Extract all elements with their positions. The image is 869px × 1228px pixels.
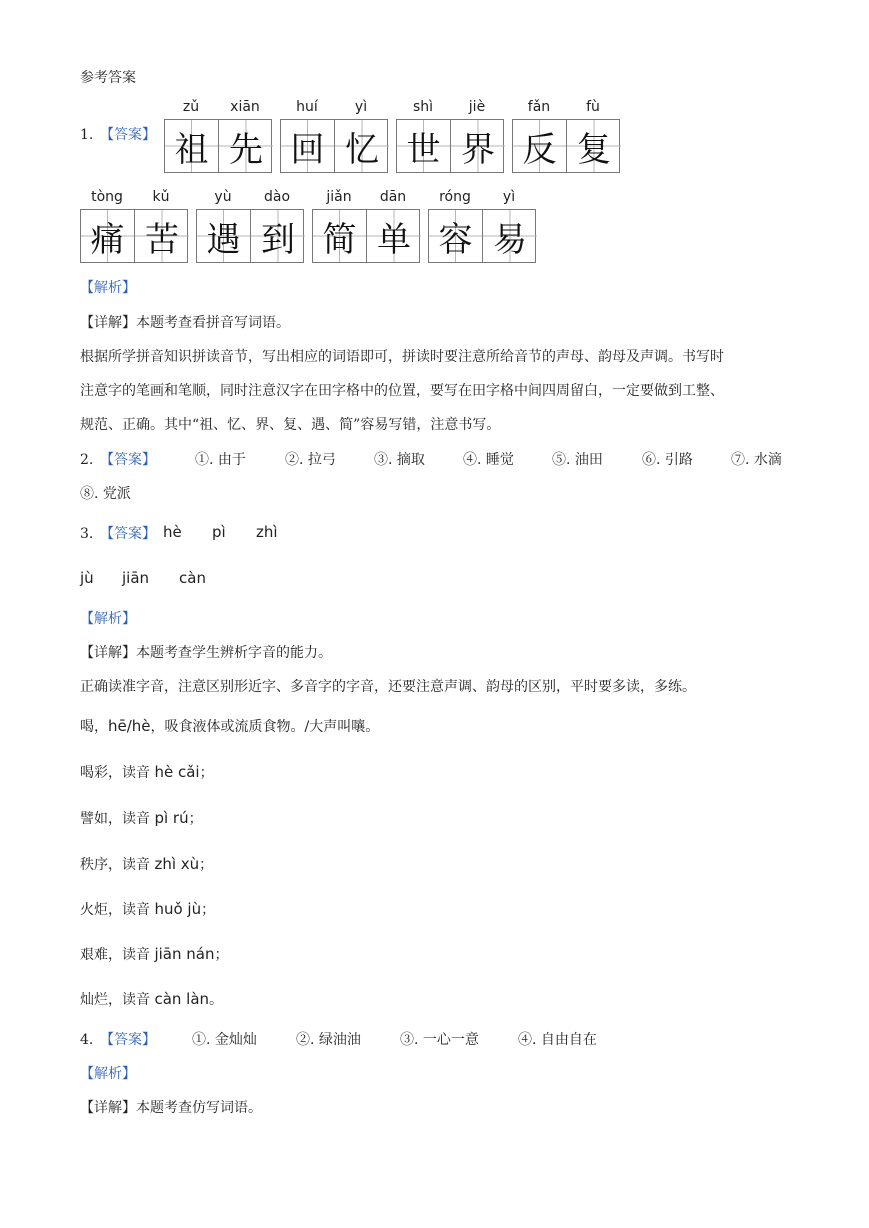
q3-he-pinyin: hē/hè — [108, 717, 151, 735]
pinyin-syllable: dào — [263, 189, 291, 205]
pinyin-syllable: shì — [412, 99, 434, 115]
reading-line — [80, 945, 228, 964]
pinyin-pair — [312, 189, 420, 209]
reading-pinyin: zhì xù — [154, 855, 200, 873]
q3-analysis-tag: 【解析】 — [80, 611, 136, 627]
q3-paragraph: 正确读准字音，注意区别形近字、多音字的字音，还要注意声调、韵母的区别，平时要多读，多练。 — [80, 679, 696, 695]
reading-line — [80, 855, 213, 874]
pinyin-syllable: jiè — [468, 99, 486, 115]
pinyin-pair — [396, 99, 504, 119]
tianzige-cell: 易 — [483, 210, 537, 262]
tianzige-cell: 遇 — [197, 210, 251, 262]
pinyin-pair — [196, 189, 304, 209]
q1-number: 1. — [80, 127, 94, 143]
q2-item-1: ①. 由于 — [195, 452, 246, 468]
reading-pinyin: jiān nán — [154, 945, 215, 963]
q4-item-3: ③. 一心一意 — [400, 1032, 479, 1048]
q3-answer-6: càn — [179, 569, 206, 587]
reading-punct: ； — [188, 811, 203, 827]
reading-punct: ； — [199, 765, 214, 781]
reading-pinyin: huǒ jù — [154, 900, 202, 918]
q2-item-2: ②. 拉弓 — [285, 452, 336, 468]
tianzige-cell: 痛 — [81, 210, 135, 262]
q4-analysis-tag: 【解析】 — [80, 1066, 136, 1082]
q2-answer-tag: 【答案】 — [100, 452, 156, 468]
pinyin-syllable: yì — [354, 99, 368, 115]
tianzige-cell: 容 — [429, 210, 483, 262]
q3-answer-2: pì — [212, 523, 226, 541]
reading-line — [80, 809, 203, 828]
pinyin-syllable: huí — [296, 99, 318, 115]
q1-detail: 【详解】本题考查看拼音写词语。 — [80, 315, 290, 331]
reading-word: 艰难，读音 — [80, 947, 155, 963]
reading-line — [80, 763, 214, 782]
reading-word: 火炬，读音 — [80, 902, 155, 918]
pinyin-syllable: yù — [214, 189, 232, 205]
q3-number: 3. — [80, 526, 94, 542]
reading-word: 喝彩，读音 — [80, 765, 155, 781]
tianzige-cell: 单 — [367, 210, 421, 262]
q4-item-1: ①. 金灿灿 — [192, 1032, 257, 1048]
q2-item-5: ⑤. 油田 — [552, 452, 603, 468]
tianzige-word-box — [312, 209, 420, 263]
q4-number: 4. — [80, 1032, 94, 1048]
q4-answer-tag: 【答案】 — [100, 1032, 156, 1048]
tianzige-word-box — [428, 209, 536, 263]
pinyin-syllable: xiān — [230, 99, 260, 115]
pinyin-syllable: fǎn — [527, 99, 551, 115]
tianzige-cell: 世 — [397, 120, 451, 172]
tianzige-cell: 反 — [513, 120, 567, 172]
q3-he-line — [80, 717, 379, 736]
pinyin-pair — [512, 99, 620, 119]
tianzige-cell: 祖 — [165, 120, 219, 172]
pinyin-syllable: kǔ — [152, 189, 170, 205]
pinyin-syllable: yì — [502, 189, 516, 205]
reading-word: 秩序，读音 — [80, 857, 155, 873]
pinyin-syllable: dān — [379, 189, 407, 205]
reading-punct: ； — [199, 857, 214, 873]
tianzige-cell: 先 — [219, 120, 273, 172]
tianzige-word-box — [280, 119, 388, 173]
reading-punct: 。 — [209, 992, 224, 1008]
pinyin-pair — [164, 99, 272, 119]
q2-item-6: ⑥. 引路 — [642, 452, 693, 468]
tianzige-word-box — [512, 119, 620, 173]
q3-answer-1: hè — [163, 523, 182, 541]
reading-pinyin: hè cǎi — [154, 763, 200, 781]
q1-paragraph-line-3: 规范、正确。其中“祖、忆、界、复、遇、简”容易写错，注意书写。 — [80, 417, 501, 433]
q3-detail: 【详解】本题考查学生辨析字音的能力。 — [80, 645, 332, 661]
tianzige-cell: 简 — [313, 210, 367, 262]
reading-line — [80, 990, 223, 1009]
q1-answer-tag: 【答案】 — [100, 127, 156, 143]
tianzige-cell: 复 — [567, 120, 621, 172]
pinyin-pair — [80, 189, 188, 209]
reading-line — [80, 900, 215, 919]
tianzige-word-box — [164, 119, 272, 173]
q3-answer-5: jiān — [122, 569, 150, 587]
q2-item-4: ④. 睡觉 — [463, 452, 514, 468]
tianzige-word-box — [80, 209, 188, 263]
page-title: 参考答案 — [80, 70, 136, 86]
q2-item-8: ⑧. 党派 — [80, 486, 131, 502]
q4-item-4: ④. 自由自在 — [518, 1032, 597, 1048]
q2-item-7: ⑦. 水滴 — [731, 452, 782, 468]
q3-answer-4: jù — [80, 569, 94, 587]
tianzige-cell: 忆 — [335, 120, 389, 172]
tianzige-cell: 到 — [251, 210, 305, 262]
q3-he-word: 喝， — [80, 719, 108, 735]
q1-paragraph-line-2: 注意字的笔画和笔顺，同时注意汉字在田字格中的位置，要写在田字格中间四周留白，一定要做到工整、 — [80, 383, 724, 399]
reading-pinyin: pì rú — [154, 809, 189, 827]
reading-word: 譬如，读音 — [80, 811, 155, 827]
pinyin-syllable: zǔ — [182, 99, 200, 115]
q4-item-2: ②. 绿油油 — [296, 1032, 361, 1048]
q1-paragraph-line-1: 根据所学拼音知识拼读音节，写出相应的词语即可，拼读时要注意所给音节的声母、韵母及声调。书写时 — [80, 349, 724, 365]
reading-word: 灿烂，读音 — [80, 992, 155, 1008]
reading-punct: ； — [201, 902, 216, 918]
reading-pinyin: càn làn — [154, 990, 210, 1008]
pinyin-syllable: róng — [439, 189, 471, 205]
tianzige-word-box — [196, 209, 304, 263]
tianzige-word-box — [396, 119, 504, 173]
tianzige-cell: 回 — [281, 120, 335, 172]
q2-number: 2. — [80, 452, 94, 468]
pinyin-syllable: tòng — [91, 189, 123, 205]
q2-item-3: ③. 摘取 — [374, 452, 425, 468]
pinyin-syllable: fù — [586, 99, 600, 115]
pinyin-syllable: jiǎn — [326, 189, 352, 205]
reading-punct: ； — [214, 947, 229, 963]
q3-answer-tag: 【答案】 — [100, 526, 156, 542]
q3-he-meaning: ，吸食液体或流质食物。/大声叫嚷。 — [150, 719, 380, 735]
tianzige-cell: 苦 — [135, 210, 189, 262]
q1-analysis-tag: 【解析】 — [80, 280, 136, 296]
q3-answer-3: zhì — [256, 523, 278, 541]
q4-detail: 【详解】本题考查仿写词语。 — [80, 1100, 262, 1116]
pinyin-pair — [280, 99, 388, 119]
pinyin-pair — [428, 189, 536, 209]
tianzige-cell: 界 — [451, 120, 505, 172]
